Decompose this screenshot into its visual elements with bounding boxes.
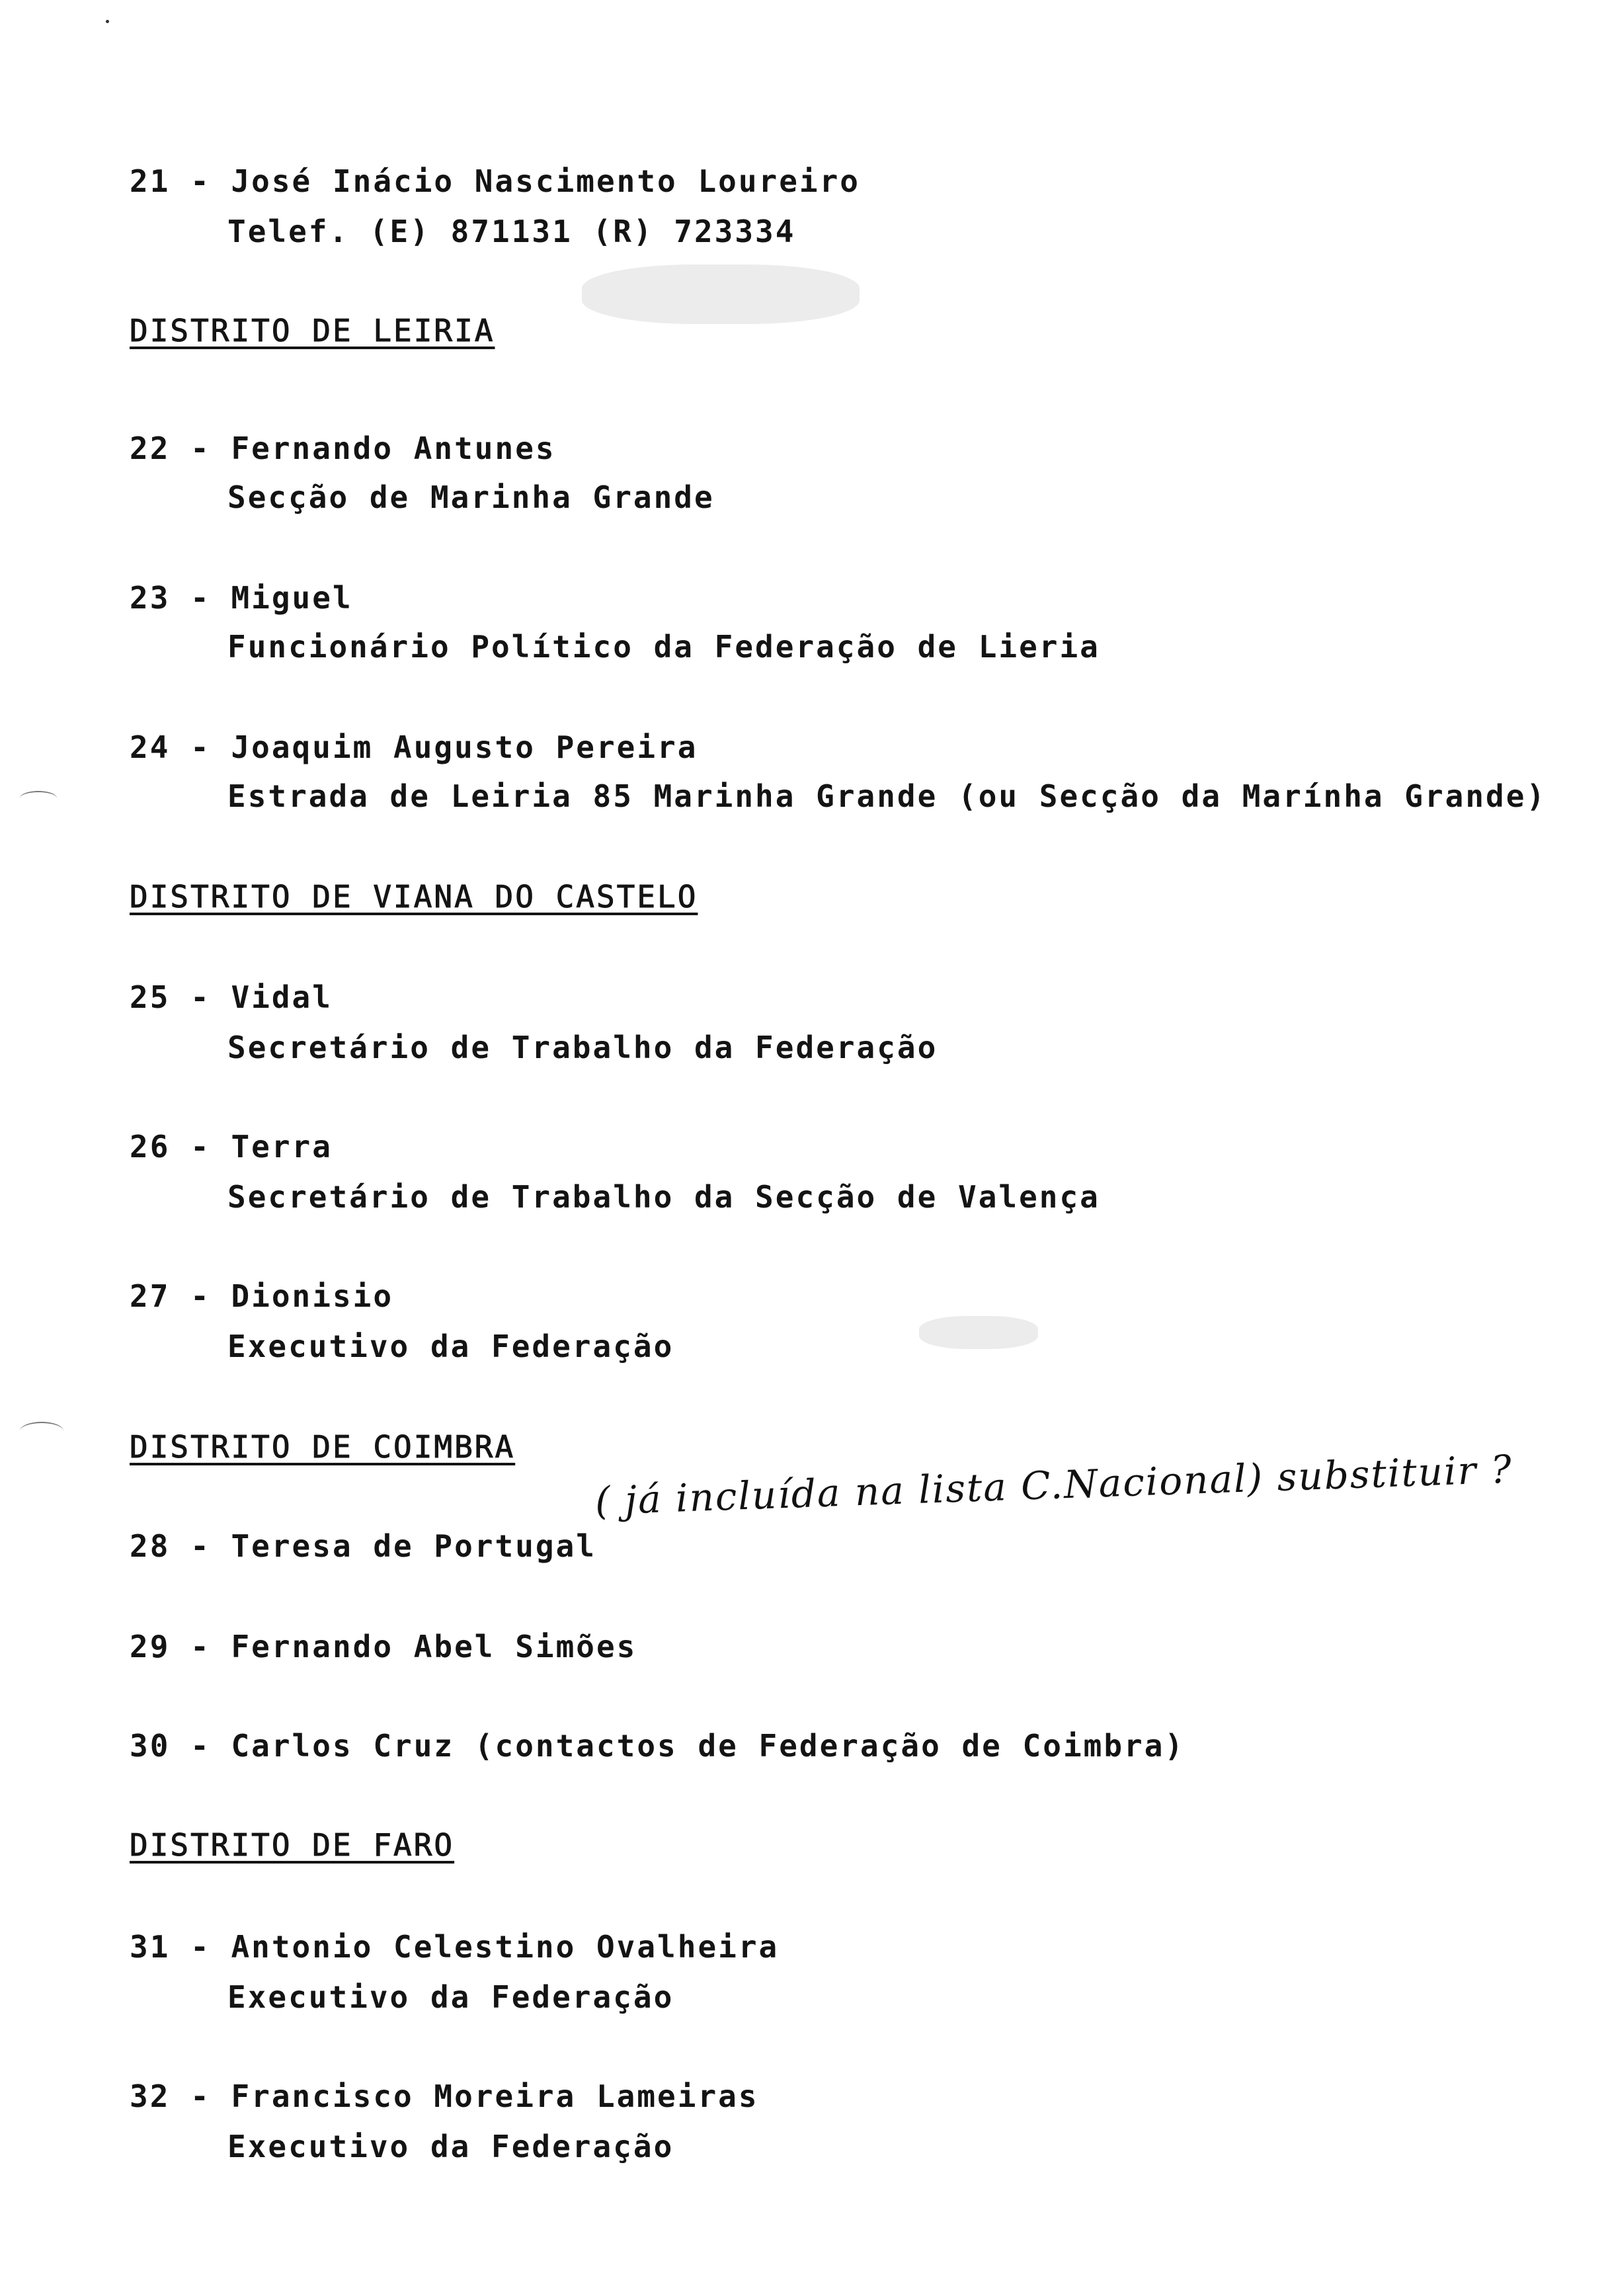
entry-27-detail: Executivo da Federação (227, 1329, 674, 1364)
scan-smudge (582, 265, 860, 324)
entry-32-name: 32 - Francisco Moreira Lameiras (130, 2078, 759, 2114)
margin-mark (20, 791, 57, 805)
entry-23-detail: Funcionário Político da Federação de Lieria (227, 629, 1100, 665)
entry-26-detail: Secretário de Trabalho da Secção de Valença (227, 1179, 1100, 1215)
heading-coimbra: DISTRITO DE COIMBRA (130, 1429, 516, 1465)
entry-32-detail: Executivo da Federação (227, 2129, 674, 2164)
stray-dot (106, 20, 109, 23)
entry-27-name: 27 - Dionisio (130, 1278, 394, 1314)
entry-21-name: 21 - José Inácio Nascimento Loureiro (130, 163, 860, 199)
entry-26-name: 26 - Terra (130, 1129, 333, 1165)
scan-smudge (919, 1316, 1038, 1349)
entry-30-name: 30 - Carlos Cruz (contactos de Federação de Coimbra) (130, 1728, 1186, 1764)
entry-23-name: 23 - Miguel (130, 580, 353, 616)
entry-31-detail: Executivo da Federação (227, 1979, 674, 2015)
handwritten-note: ( já incluída na lista C.Nacional) substituir ? (594, 1446, 1513, 1524)
entry-31-name: 31 - Antonio Celestino Ovalheira (130, 1929, 780, 1965)
entry-21-detail: Telef. (E) 871131 (R) 723334 (227, 214, 796, 249)
entry-22-detail: Secção de Marinha Grande (227, 479, 715, 515)
heading-faro: DISTRITO DE FARO (130, 1827, 455, 1863)
entry-28-name: 28 - Teresa de Portugal (130, 1528, 596, 1564)
heading-leiria: DISTRITO DE LEIRIA (130, 313, 495, 348)
heading-viana: DISTRITO DE VIANA DO CASTELO (130, 879, 698, 915)
margin-mark (20, 1422, 63, 1440)
entry-24-name: 24 - Joaquim Augusto Pereira (130, 729, 698, 765)
entry-29-name: 29 - Fernando Abel Simões (130, 1629, 637, 1664)
entry-24-detail: Estrada de Leiria 85 Marinha Grande (ou Secção da Marínha Grande) (227, 778, 1547, 814)
entry-22-name: 22 - Fernando Antunes (130, 430, 556, 466)
entry-25-detail: Secretário de Trabalho da Federação (227, 1030, 938, 1065)
entry-25-name: 25 - Vidal (130, 979, 333, 1015)
